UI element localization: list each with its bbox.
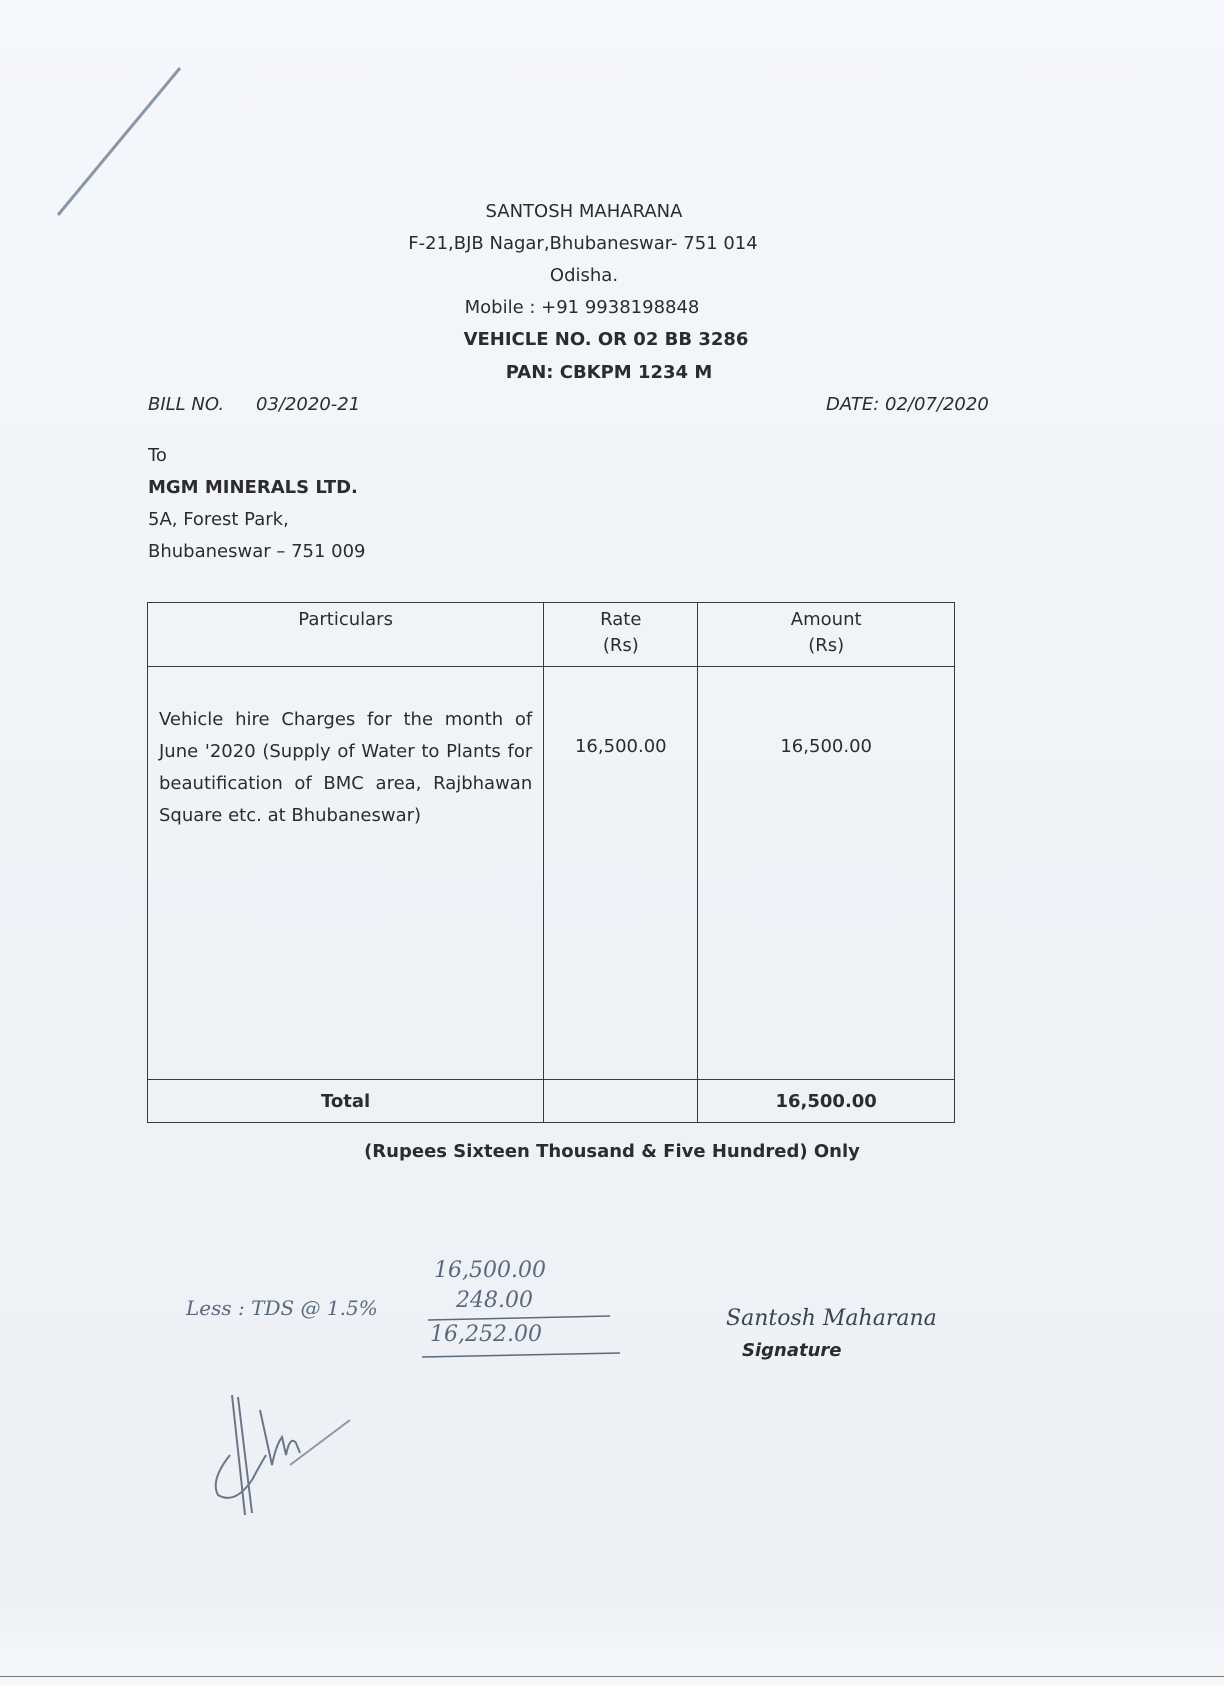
pan-number: PAN: CBKPM 1234 M [505,362,713,383]
cell-amount [698,667,955,1080]
total-row [148,1080,955,1123]
amount-in-words: (Rupees Sixteen Thousand & Five Hundred) Only [364,1141,860,1162]
handwritten-tds-note: Less : TDS @ 1.5% [186,1296,378,1320]
cell-rate [544,667,698,1080]
bill-number-label: BILL NO. [148,394,225,415]
cell-particulars [148,667,544,1080]
recipient-company: MGM MINERALS LTD. [148,477,358,498]
handwritten-tds-amount: 248.00 [456,1288,533,1313]
tick-stroke [58,68,180,215]
header-rate-text: Rate [600,609,642,630]
rule-line-1 [428,1316,610,1320]
total-rate-empty [544,1080,698,1123]
header-amount-text: Amount [790,609,862,630]
vehicle-number: VEHICLE NO. OR 02 BB 3286 [463,329,749,350]
handwritten-gross: 16,500.00 [434,1258,546,1283]
approver-initials [190,1385,360,1535]
signature-label: Signature [742,1340,842,1361]
to-label: To [148,445,167,466]
header-rate [544,603,698,667]
sender-mobile: Mobile : +91 9938198848 [464,297,700,318]
initial-stroke-4 [290,1420,350,1465]
header-rate-unit: (Rs) [602,635,639,656]
handwritten-signature: Santosh Maharana [726,1306,937,1331]
amount-value: 16,500.00 [780,736,872,757]
bill-date: DATE: 02/07/2020 [826,394,989,415]
total-label: Total [148,1080,544,1123]
page-bottom-edge [0,1676,1224,1677]
table-row [148,667,955,1080]
header-amount [698,603,955,667]
bill-table [147,602,955,1123]
sender-address-line2: Odisha. [549,265,619,286]
table-header-row [148,603,955,667]
sender-name: SANTOSH MAHARANA [485,201,683,222]
header-particulars-text: Particulars [298,609,393,630]
rule-line-2 [422,1353,620,1357]
bill-number: 03/2020-21 [256,394,361,415]
sender-address-line1: F-21,BJB Nagar,Bhubaneswar- 751 014 [408,233,758,254]
recipient-address-line2: Bhubaneswar – 751 009 [148,541,366,562]
total-amount: 16,500.00 [698,1080,955,1123]
rate-value: 16,500.00 [574,736,667,757]
recipient-address-line1: 5A, Forest Park, [148,509,289,530]
header-particulars [148,603,544,667]
header-amount-unit: (Rs) [808,635,845,656]
handwritten-net: 16,252.00 [430,1322,542,1347]
particulars-text: Vehicle hire Charges for the month of June '2020 (Supply of Water to Plants for beautification of BMC area, Rajbhawan Square etc. at Bhubaneswar) [159,709,533,826]
